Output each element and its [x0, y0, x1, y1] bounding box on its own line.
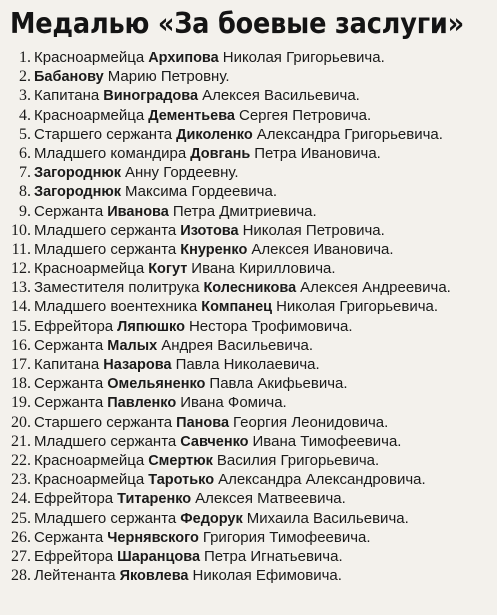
entry-given-names: Петра Игнатьевича.: [204, 547, 343, 565]
entry-rank: Младшего командира: [34, 144, 187, 162]
entry-surname: Дементьева: [148, 107, 235, 124]
entry-text: [34, 48, 385, 68]
entry-given-names: Павла Акифьевича.: [209, 375, 348, 393]
award-entry: [0, 547, 497, 566]
entry-surname: Колесникова: [203, 280, 297, 297]
entry-text: [34, 413, 388, 433]
entry-surname: Чернявского: [107, 529, 199, 546]
entry-text: [34, 221, 385, 241]
entry-text: [34, 202, 317, 222]
entry-given-names: Алексея Матвеевича.: [195, 490, 346, 508]
entry-text: [34, 489, 346, 509]
section-heading: Медалью «За боевые заслуги»: [10, 7, 464, 40]
entry-surname: Савченко: [180, 433, 249, 450]
entry-text: [34, 547, 343, 567]
entry-given-names: Ивана Фомича.: [180, 394, 287, 412]
entry-surname: Кнуренко: [180, 241, 248, 258]
entry-rank: Старшего сержанта: [34, 413, 173, 431]
entry-number: 18.: [11, 375, 31, 393]
award-entry: [0, 355, 497, 374]
entry-text: [34, 566, 342, 586]
award-entry: [0, 259, 497, 278]
entry-given-names: Георгия Леонидовича.: [233, 413, 389, 431]
entry-number: 20.: [11, 413, 31, 431]
entry-number: 28.: [11, 567, 31, 585]
entry-rank: Красноармейца: [34, 451, 145, 469]
entry-given-names: Василия Григорьевича.: [216, 451, 380, 469]
entry-text: [34, 297, 438, 317]
entry-number: 2.: [19, 68, 31, 86]
entry-surname: Довгань: [190, 145, 251, 162]
entry-rank: Красноармейца: [34, 49, 145, 66]
entry-surname: Омельяненко: [107, 376, 206, 393]
award-entry: [0, 451, 497, 470]
entry-text: [34, 125, 443, 145]
entry-rank: Красноармейца: [34, 106, 145, 124]
entry-rank: Младшего сержанта: [34, 240, 177, 258]
entry-number: 11.: [11, 240, 31, 258]
entry-text: [34, 470, 426, 490]
entry-given-names: Ивана Кирилловича.: [191, 260, 336, 278]
entry-number: 10.: [11, 221, 31, 239]
award-entry: [0, 470, 497, 489]
entry-rank: Красноармейца: [34, 260, 145, 278]
entry-number: 14.: [11, 298, 31, 316]
award-entry: [0, 240, 497, 259]
entry-rank: Ефрейтора: [34, 547, 114, 565]
entry-number: 24.: [11, 490, 31, 508]
award-entry: [0, 278, 497, 297]
entry-surname: Загороднюк: [34, 184, 121, 201]
entry-number: 19.: [11, 394, 31, 412]
entry-number: 4.: [19, 106, 31, 124]
entry-text: [34, 163, 239, 183]
entry-text: [34, 240, 394, 260]
entry-number: 9.: [19, 202, 31, 220]
entry-surname: Назарова: [103, 357, 172, 373]
entry-rank: Сержанта: [34, 336, 104, 354]
entry-text: [34, 317, 353, 337]
entry-given-names: Николая Григорьевича.: [276, 298, 439, 316]
award-entry: [0, 489, 497, 508]
entry-given-names: Максима Гордеевича.: [124, 183, 277, 201]
entry-given-names: Сергея Петровича.: [239, 106, 372, 124]
entry-surname: Когут: [148, 261, 188, 278]
entry-number: 22.: [11, 451, 31, 469]
entry-number: 12.: [11, 260, 31, 278]
entry-given-names: Николая Григорьевича.: [222, 49, 385, 66]
award-entry: [0, 182, 497, 201]
entry-number: 17.: [11, 356, 31, 373]
entry-surname: Панова: [176, 414, 230, 431]
award-list: [0, 48, 497, 585]
entry-rank: Ефрейтора: [34, 490, 114, 508]
entry-surname: Компанец: [201, 299, 273, 316]
award-entry: [0, 566, 497, 585]
entry-given-names: Нестора Трофимовича.: [188, 317, 353, 335]
entry-given-names: Александра Григорьевича.: [256, 125, 443, 143]
entry-rank: Старшего сержанта: [34, 125, 173, 143]
entry-surname: Изотова: [180, 222, 239, 239]
entry-text: [34, 106, 371, 126]
entry-given-names: Ивана Тимофеевича.: [252, 432, 402, 450]
entry-text: [34, 509, 409, 529]
entry-given-names: Николая Ефимовича.: [192, 567, 342, 585]
entry-given-names: Петра Дмитриевича.: [172, 202, 317, 220]
entry-surname: Павленко: [107, 395, 177, 412]
entry-rank: Ефрейтора: [34, 317, 114, 335]
entry-text: [34, 144, 381, 164]
entry-given-names: Алексея Васильевича.: [202, 87, 360, 105]
entry-number: 1.: [19, 49, 31, 66]
award-entry: [0, 336, 497, 355]
award-entry: [0, 48, 497, 67]
entry-surname: Бабанову: [34, 69, 104, 86]
entry-given-names: Александра Александровича.: [218, 471, 426, 489]
award-entry: [0, 317, 497, 336]
entry-number: 23.: [11, 471, 31, 489]
entry-number: 3.: [19, 87, 31, 105]
entry-number: 15.: [11, 317, 31, 335]
entry-rank: Капитана: [34, 87, 100, 105]
award-entry: [0, 297, 497, 316]
entry-rank: Капитана: [34, 356, 100, 373]
entry-rank: Красноармейца: [34, 471, 145, 489]
entry-text: [34, 393, 287, 413]
entry-given-names: Анну Гордеевну.: [124, 164, 239, 182]
entry-given-names: Николая Петровича.: [242, 221, 385, 239]
award-entry: [0, 202, 497, 221]
award-entry: [0, 413, 497, 432]
entry-rank: Младшего сержанта: [34, 432, 177, 450]
entry-number: 26.: [11, 528, 31, 546]
entry-text: [34, 86, 360, 106]
entry-rank: Сержанта: [34, 375, 104, 393]
entry-given-names: Михаила Васильевича.: [246, 509, 409, 527]
entry-text: [34, 278, 451, 298]
award-entry: [0, 163, 497, 182]
entry-rank: Младшего сержанта: [34, 221, 177, 239]
entry-surname: Ляпюшко: [117, 318, 185, 335]
entry-rank: Младшего сержанта: [34, 509, 177, 527]
entry-surname: Малых: [107, 337, 158, 354]
entry-surname: Смертюк: [148, 452, 213, 469]
entry-number: 7.: [19, 164, 31, 182]
entry-surname: Титаренко: [117, 491, 192, 508]
entry-number: 13.: [11, 279, 31, 297]
entry-number: 27.: [11, 547, 31, 565]
entry-number: 5.: [19, 125, 31, 143]
entry-number: 6.: [19, 144, 31, 162]
entry-number: 25.: [11, 509, 31, 527]
entry-surname: Таротько: [148, 472, 215, 489]
entry-rank: Младшего воентехника: [34, 298, 198, 316]
award-entry: [0, 374, 497, 393]
entry-text: [34, 355, 320, 375]
entry-given-names: Павла Николаевича.: [175, 356, 320, 373]
entry-given-names: Алексея Ивановича.: [251, 240, 394, 258]
entry-given-names: Марию Петровну.: [107, 68, 230, 86]
entry-surname: Диколенко: [176, 126, 253, 143]
award-entry: [0, 509, 497, 528]
entry-number: 21.: [11, 432, 31, 450]
award-entry: [0, 86, 497, 105]
award-entry: [0, 144, 497, 163]
entry-text: [34, 336, 313, 356]
entry-rank: Лейтенанта: [34, 567, 116, 585]
entry-surname: Шаранцова: [117, 548, 201, 565]
entry-text: [34, 67, 230, 87]
entry-given-names: Андрея Васильевича.: [161, 336, 314, 354]
award-entry: [0, 67, 497, 86]
entry-number: 16.: [11, 336, 31, 354]
award-entry: [0, 221, 497, 240]
entry-surname: Загороднюк: [34, 165, 121, 182]
entry-surname: Федорук: [180, 510, 243, 527]
entry-text: [34, 528, 371, 548]
entry-surname: Виноградова: [103, 88, 199, 105]
entry-rank: Сержанта: [34, 394, 104, 412]
entry-number: 8.: [19, 183, 31, 201]
entry-given-names: Алексея Андреевича.: [300, 279, 451, 297]
award-entry: [0, 393, 497, 412]
entry-surname: Яковлева: [119, 568, 189, 585]
entry-given-names: Григория Тимофеевича.: [202, 528, 371, 546]
entry-text: [34, 432, 401, 452]
entry-surname: Иванова: [107, 203, 169, 220]
entry-text: [34, 259, 336, 279]
award-entry: [0, 106, 497, 125]
entry-given-names: Петра Ивановича.: [254, 144, 381, 162]
entry-rank: Сержанта: [34, 528, 104, 546]
entry-rank: Сержанта: [34, 202, 104, 220]
entry-text: [34, 182, 277, 202]
entry-text: [34, 451, 379, 471]
entry-surname: Архипова: [148, 50, 219, 66]
award-entry: [0, 432, 497, 451]
award-entry: [0, 528, 497, 547]
award-entry: [0, 125, 497, 144]
entry-rank: Заместителя политрука: [34, 279, 200, 297]
entry-text: [34, 374, 348, 394]
